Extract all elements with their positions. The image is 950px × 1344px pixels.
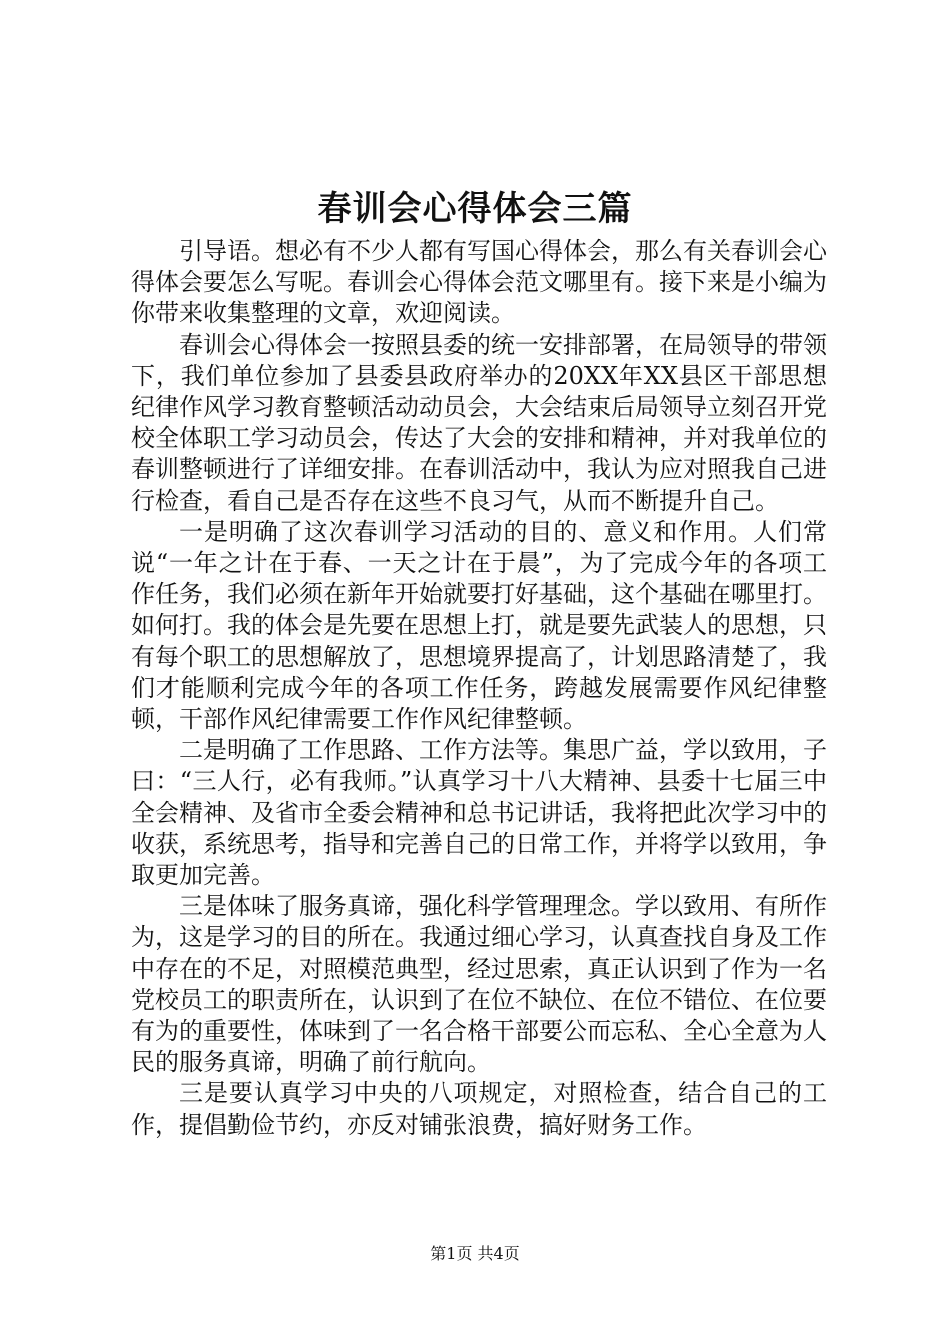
paragraph-2: 一是明确了这次春训学习活动的目的、意义和作用。人们常说“一年之计在于春、一天之计在于晨”，为了完成今年的各项工作任务，我们必须在新年开始就要打好基础，这个基础在哪里打。如何打。我的体会是先要在思想上打，就是要先武装人的思想，只有每个职工的思想解放了，思想境界提高了，计划思路清楚了，我们才能顺利完成今年的各项工作任务，跨越发展需要作风纪律整顿，干部作风纪律需要工作作风纪律整顿。 (131, 517, 827, 734)
document-title: 春训会心得体会三篇 (317, 189, 633, 229)
page-footer: 第1页 共4页 (430, 1244, 520, 1263)
paragraph-1: 春训会心得体会一按照县委的统一安排部署，在局领导的带领下，我们单位参加了县委县政府举办的20XX年XX县区干部思想纪律作风学习教育整顿活动动员会，大会结束后局领导立刻召开党校全体职工学习动员会，传达了大会的安排和精神，并对我单位的春训整顿进行了详细安排。在春训活动中，我认为应对照我自己进行检查，看自己是否存在这些不良习气，从而不断提升自己。 (131, 330, 827, 515)
paragraph-5: 三是要认真学习中央的八项规定，对照检查，结合自己的工作，提倡勤俭节约，亦反对铺张浪费，搞好财务工作。 (131, 1079, 827, 1139)
paragraph-4: 三是体味了服务真谛，强化科学管理理念。学以致用、有所作为，这是学习的目的所在。我通过细心学习，认真查找自身及工作中存在的不足，对照模范典型，经过思索，真正认识到了作为一名党校员工的职责所在，认识到了在位不缺位、在位不错位、在位要有为的重要性，体味到了一名合格干部要公而忘私、全心全意为人民的服务真谛，明确了前行航向。 (131, 892, 827, 1077)
paragraph-intro: 引导语。想必有不少人都有写国心得体会，那么有关春训会心得体会要怎么写呢。春训会心得体会范文哪里有。接下来是小编为你带来收集整理的文章，欢迎阅读。 (131, 237, 827, 328)
paragraph-3: 二是明确了工作思路、工作方法等。集思广益，学以致用，子曰：“三人行，必有我师。”认真学习十八大精神、县委十七届三中全会精神、及省市全委会精神和总书记讲话，我将把此次学习中的收获，系统思考，指导和完善自己的日常工作，并将学以致用，争取更加完善。 (131, 736, 827, 890)
document-body (131, 236, 827, 1141)
